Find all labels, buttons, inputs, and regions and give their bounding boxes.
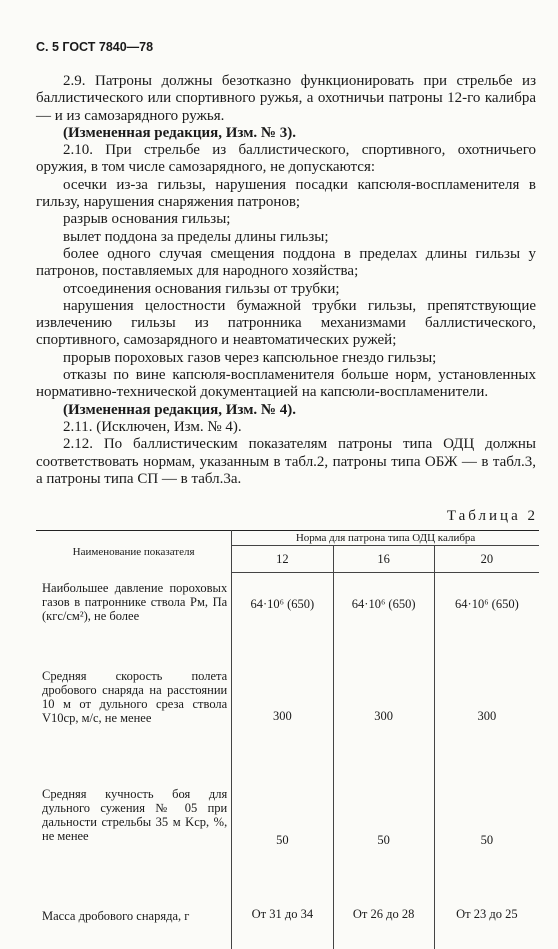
cell-value: 300 <box>477 709 497 723</box>
list-item: нарушения целостности бумажной трубки гильзы, препятствующие извлечению гильзы из патронника механизмами баллистического, спортивного, самозарядного и неавтоматических ружей; <box>36 297 536 349</box>
paragraph-2-10: 2.10. При стрельбе из баллистического, спортивного, охотничьего оружия, в том числе самозарядного, не допускаются: <box>36 142 536 176</box>
list-item: отказы по вине капсюля-воспламенителя больше норм, установленных нормативно-технической документацией на капсюли-воспламенители. <box>36 367 536 401</box>
list-item: более одного случая смещения поддона в пределах длины гильзы у патронов, поставляемых для народного хозяйства; <box>36 245 536 280</box>
row-name: Средняя кучность боя для дульного сужения № 05 при дальности стрельбы 35 м Kср, %, не менее <box>36 785 232 907</box>
row-name: Масса дробового снаряда, г <box>36 907 232 949</box>
table-header-norm: Норма для патрона типа ОДЦ калибра <box>232 531 539 546</box>
paragraph-2-12: 2.12. По баллистическим показателям патроны типа ОДЦ должны соответствовать нормам, указанным в табл.2, патроны типа ОБЖ — в табл.3, а патроны типа СП — в табл.3а. <box>36 436 536 487</box>
list-item: отсоединения основания гильзы от трубки; <box>63 280 340 297</box>
ballistic-norms-table <box>36 530 539 949</box>
cell-value: 50 <box>232 785 333 907</box>
cell-value: 50 <box>480 833 494 847</box>
amendment-note-3: (Измененная редакция, Изм. № 3). <box>63 124 297 141</box>
list-item: разрыв основания гильзы; <box>63 211 231 228</box>
cell-value: От 31 до 34 <box>232 907 333 949</box>
cell-value: От 23 до 25 <box>456 907 518 921</box>
caliber-header: 12 <box>232 546 333 573</box>
paragraph-2-9: 2.9. Патроны должны безотказно функционировать при стрельбе из баллистического или спортивного ружья, а охотничьи патроны 12-го калибра — и из самозарядного ружья. <box>36 73 536 124</box>
cell-value: 50 <box>333 785 434 907</box>
caliber-header: 16 <box>333 546 434 573</box>
list-item: вылет поддона за пределы длины гильзы; <box>63 228 329 245</box>
table-row <box>36 573 539 668</box>
table-row <box>36 785 539 907</box>
row-name: Средняя скорость полета дробового снаряда на расстоянии 10 м от дульного среза ствола V10ср, м/с, не менее <box>36 667 232 785</box>
cell-value: 64·10⁶ (650) <box>455 597 519 611</box>
list-item: прорыв пороховых газов через капсюльное гнездо гильзы; <box>63 349 437 366</box>
table-row <box>36 667 539 785</box>
cell-value: От 26 до 28 <box>333 907 434 949</box>
page-header: С. 5 ГОСТ 7840—78 <box>36 40 154 54</box>
list-item: осечки из-за гильзы, нарушения посадки капсюля-воспламенителя в гильзу, нарушения снаряжения патронов; <box>36 176 536 211</box>
table-header-name: Наименование показателя <box>36 531 232 573</box>
table-caption: Таблица 2 <box>446 508 538 524</box>
amendment-note-4: (Измененная редакция, Изм. № 4). <box>63 401 297 418</box>
cell-value: 300 <box>232 667 333 785</box>
cell-value: 64·10⁶ (650) <box>232 573 333 668</box>
cell-value: 300 <box>333 667 434 785</box>
caliber-header: 20 <box>434 546 539 573</box>
paragraph-2-11: 2.11. (Исключен, Изм. № 4). <box>63 418 242 435</box>
table-row <box>36 907 539 949</box>
document-body <box>36 73 536 488</box>
cell-value: 64·10⁶ (650) <box>333 573 434 668</box>
row-name: Наибольшее давление пороховых газов в патроннике ствола Pм, Па (кгс/см²), не более <box>36 573 232 668</box>
